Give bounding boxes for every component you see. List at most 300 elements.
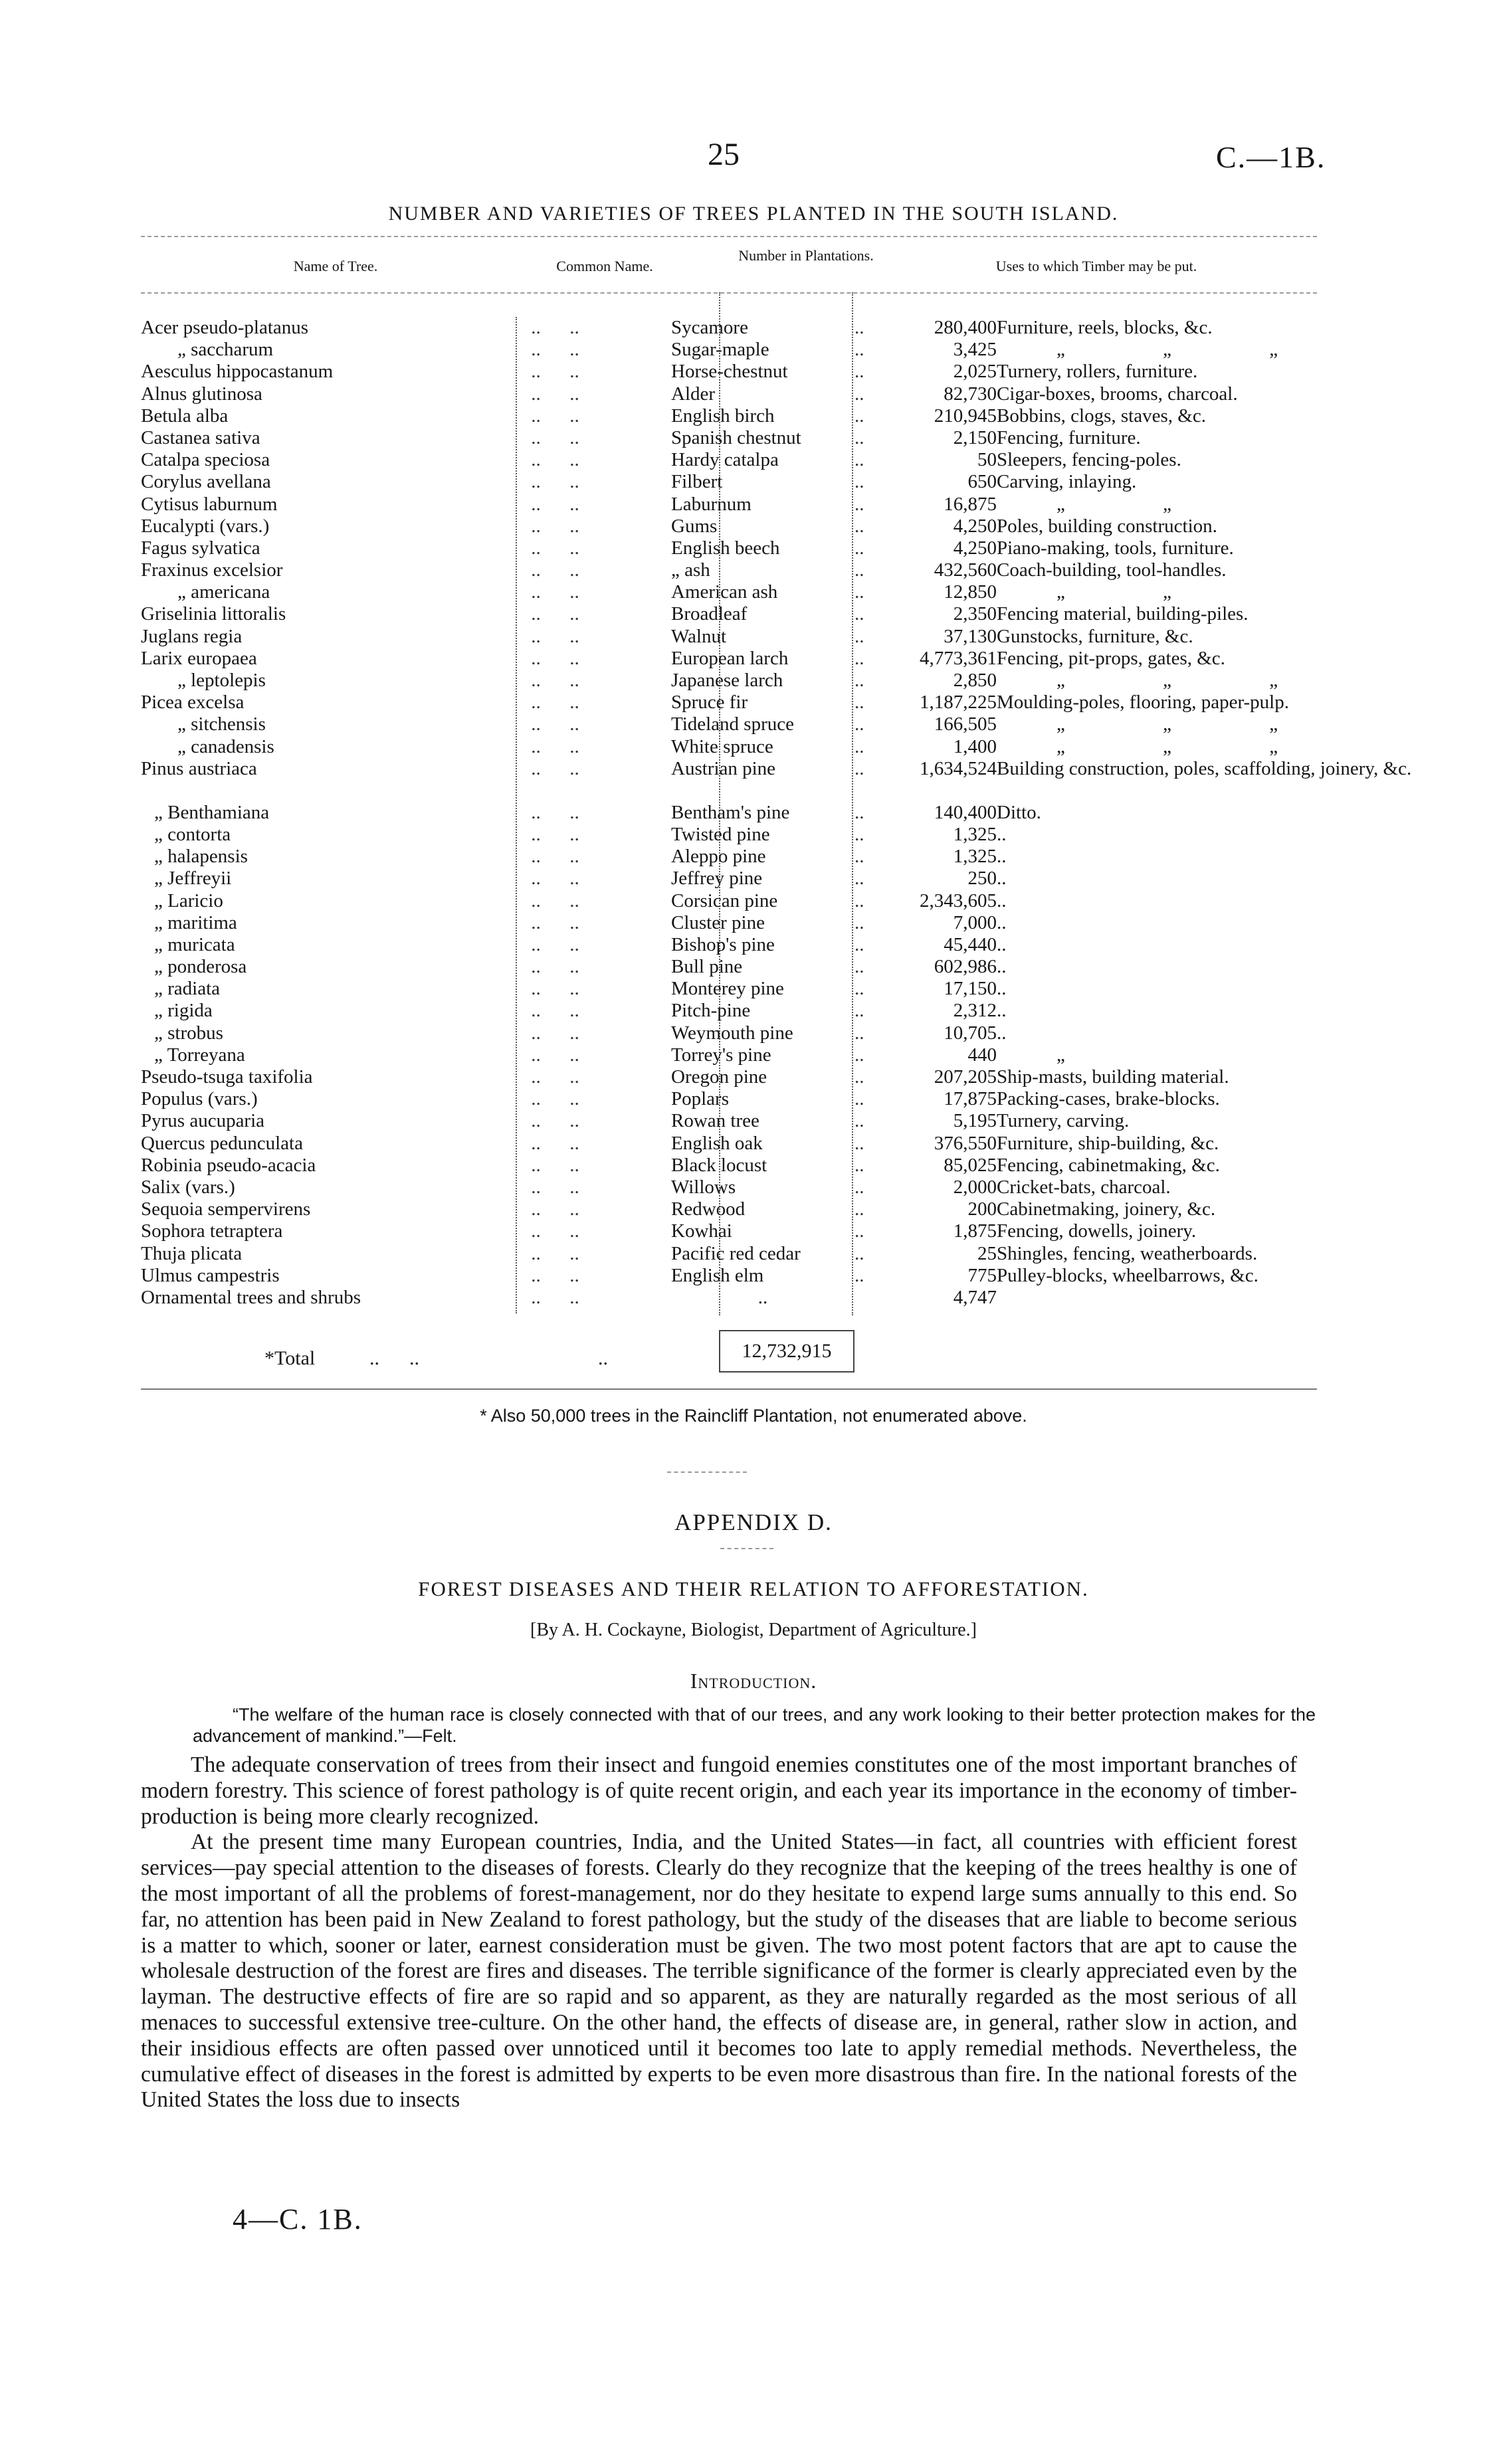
plantation-count: 280,400	[934, 317, 997, 338]
tree-name: „ Laricio	[154, 890, 223, 911]
timber-uses: Packing-cases, brake-blocks.	[997, 1088, 1220, 1110]
plantation-count: 432,560	[934, 559, 997, 581]
tree-name: Sequoia sempervirens	[141, 1198, 311, 1220]
timber-uses: Fencing, dowells, joinery.	[997, 1220, 1197, 1242]
common-name: Cluster pine	[671, 911, 765, 933]
common-name: English oak	[671, 1132, 763, 1154]
plantation-count: 7,000	[953, 911, 997, 933]
plantation-count: 602,986	[934, 956, 997, 978]
table-row	[141, 361, 1443, 383]
leader-dots: ..	[854, 1110, 864, 1132]
leader-dots: ..	[854, 1088, 864, 1110]
leader-dots: ..	[854, 757, 864, 779]
timber-uses: Fencing, pit-props, gates, &c.	[997, 647, 1225, 669]
body-text	[141, 1753, 1297, 2113]
table-row	[141, 736, 1443, 758]
leader-dots: ..	[854, 515, 864, 537]
plantation-count: 4,773,361	[920, 647, 997, 669]
leader-dots: ..	[854, 1022, 864, 1044]
table-row	[141, 559, 1443, 581]
common-name: Corsican pine	[671, 890, 778, 911]
common-name: Bishop's pine	[671, 933, 775, 955]
leader-dots: ..	[854, 1044, 864, 1066]
leader-dots: ..	[854, 1154, 864, 1176]
timber-uses: „ „ „	[1056, 713, 1325, 735]
plantation-count: 2,850	[953, 670, 997, 691]
common-name: „ ash	[671, 559, 710, 581]
leader-dots: ..	[854, 868, 864, 890]
table-row	[141, 692, 1443, 713]
page-reference: C.—1B.	[1216, 140, 1326, 174]
paragraph: At the present time many European countries, India, and the United States—in fact, all countries with efficient forest services—pay special attention to the diseases of forests. Clearly do they recognize that the keeping of the trees healthy is one of the most important of all the problems of forest-management, nor do they hesitate to expend large sums annually to this end. So far, no attention has been paid in New Zealand to forest pathology, but the study of the diseases that are liable to become serious is a matter to which, sooner or later, earnest consideration must be given. The two most potent factors that are apt to cause the wholesale destruction of the forest are fires and diseases. The terrible significance of the former is clearly appreciated even by the layman. The destructive effects of fire are so rapid and so apparent, as they are naturally regarded as the most serious of all menaces to successful extensive tree-culture. On the other hand, the effects of disease are, in general, rather slow in action, and their insidious effects are often passed over unnoticed until it becomes too late to apply remedial methods. Nevertheless, the cumulative effect of diseases in the forest is admitted by experts to be even more disastrous than fire. In the national forests of the United States the loss due to insects	[141, 1830, 1297, 2113]
leader-dots: ..	[854, 426, 864, 448]
leader-dots: .. ..	[526, 1066, 579, 1088]
tree-name: Ulmus campestris	[141, 1264, 280, 1286]
heading-rule	[720, 1548, 773, 1549]
plantation-count: 1,187,225	[920, 692, 997, 713]
common-name: English elm	[671, 1264, 764, 1286]
leader-dots: ..	[854, 1066, 864, 1088]
timber-uses: Turnery, rollers, furniture.	[997, 361, 1198, 383]
leader-dots: .. ..	[526, 426, 579, 448]
common-name: Jeffrey pine	[671, 868, 763, 890]
table-row	[141, 890, 1443, 912]
common-name: Oregon pine	[671, 1066, 767, 1088]
leader-dots: .. ..	[526, 537, 579, 559]
table-row	[141, 1155, 1443, 1177]
timber-uses: ..	[997, 956, 1007, 978]
leader-dots: ..	[854, 1220, 864, 1242]
table-row	[141, 581, 1443, 603]
tree-name: „ Torreyana	[154, 1044, 245, 1066]
leader-dots: ..	[854, 1242, 864, 1264]
section-divider	[667, 1471, 747, 1473]
table-row	[141, 1022, 1443, 1044]
page-number: 25	[708, 137, 740, 172]
leader-dots: .. ..	[526, 823, 579, 845]
plantation-count: 17,150	[944, 978, 997, 1000]
leader-dots: ..	[854, 471, 864, 493]
leader-dots: ..	[854, 846, 864, 868]
table-bottom-rule	[141, 1388, 1317, 1390]
tree-name: Thuja plicata	[141, 1242, 243, 1264]
leader-dots: ..	[854, 625, 864, 647]
plantation-count: 440	[967, 1044, 997, 1066]
tree-name: Sophora tetraptera	[141, 1220, 283, 1242]
plantation-count: 2,350	[953, 603, 997, 625]
common-name: Pacific red cedar	[671, 1242, 801, 1264]
leader-dots: .. ..	[526, 317, 579, 338]
tree-name: „ leptolepis	[177, 670, 266, 691]
leader-dots: ..	[854, 1000, 864, 1022]
leader-dots: .. ..	[526, 581, 579, 603]
common-name: Sugar-maple	[671, 339, 769, 361]
leader-dots: ..	[854, 735, 864, 757]
leader-dots	[854, 1287, 877, 1309]
common-name: ..	[757, 1286, 768, 1308]
timber-uses: Bobbins, clogs, staves, &c.	[997, 405, 1206, 426]
timber-uses: ..	[997, 911, 1007, 933]
common-name: Rowan tree	[671, 1110, 759, 1132]
tree-name: Catalpa speciosa	[141, 449, 270, 471]
common-name: Hardy catalpa	[671, 449, 779, 471]
leader-dots: .. ..	[526, 493, 579, 515]
table-row	[141, 802, 1443, 824]
tree-name: Picea excelsa	[141, 692, 245, 713]
leader-dots: ..	[854, 405, 864, 426]
leader-dots: ..	[854, 823, 864, 845]
total-leader-dots: .. ..	[369, 1347, 419, 1369]
tree-name: Aesculus hippocastanum	[141, 361, 334, 383]
plantation-count: 1,400	[953, 735, 997, 757]
common-name: Filbert	[671, 471, 723, 493]
tree-name: „ muricata	[154, 933, 235, 955]
common-name: Japanese larch	[671, 670, 783, 691]
leader-dots: .. ..	[526, 868, 579, 890]
leader-dots: ..	[854, 692, 864, 713]
tree-name: „ Jeffreyii	[154, 868, 232, 890]
table-row	[141, 449, 1443, 471]
timber-uses: ..	[997, 868, 1007, 890]
leader-dots: ..	[854, 559, 864, 581]
tree-name: Pseudo-tsuga taxifolia	[141, 1066, 313, 1088]
leader-dots: .. ..	[526, 603, 579, 625]
table-row	[141, 713, 1443, 735]
plantation-count: 4,250	[953, 515, 997, 537]
timber-uses: ..	[997, 890, 1007, 911]
leader-dots: .. ..	[526, 1044, 579, 1066]
tree-name: Pinus austriaca	[141, 757, 257, 779]
tree-name: Fagus sylvatica	[141, 537, 260, 559]
common-name: Torrey's pine	[671, 1044, 771, 1066]
plantation-count: 25	[977, 1242, 997, 1264]
common-name: Twisted pine	[671, 823, 770, 845]
common-name: Tideland spruce	[671, 713, 794, 735]
leader-dots: ..	[854, 361, 864, 383]
leader-dots: ..	[854, 1198, 864, 1220]
leader-dots: .. ..	[526, 933, 579, 955]
tree-name: „ halapensis	[154, 846, 248, 868]
leader-dots: ..	[854, 1176, 864, 1198]
plantation-count: 775	[967, 1264, 997, 1286]
table-row	[141, 1044, 1443, 1066]
total-leader-dots: ..	[598, 1347, 608, 1369]
table-row	[141, 956, 1443, 978]
tree-name: „ Benthamiana	[154, 801, 270, 823]
plantation-count: 200	[967, 1198, 997, 1220]
table-row	[141, 978, 1443, 1000]
table-row	[141, 383, 1443, 405]
tree-name: „ americana	[177, 581, 270, 603]
leader-dots: .. ..	[526, 846, 579, 868]
table-row	[141, 912, 1443, 934]
leader-dots: ..	[854, 647, 864, 669]
plantation-count: 1,634,524	[920, 757, 997, 779]
tree-name: Acer pseudo-platanus	[141, 317, 309, 338]
timber-uses: Cricket-bats, charcoal.	[997, 1176, 1171, 1198]
tree-name: „ rigida	[154, 1000, 213, 1022]
timber-uses: Gunstocks, furniture, &c.	[997, 625, 1193, 647]
paragraph: The adequate conservation of trees from their insect and fungoid enemies constitutes one of the most important branches of modern forestry. This science of forest pathology is of quite recent origin, and each year its importance in the economy of timber-production is being more clearly recognized.	[141, 1753, 1297, 1829]
leader-dots: .. ..	[526, 1000, 579, 1022]
table-row	[141, 1265, 1443, 1287]
table-row	[141, 1220, 1443, 1242]
section-heading: Introduction.	[690, 1669, 817, 1693]
leader-dots: ..	[854, 581, 864, 603]
tree-name: Populus (vars.)	[141, 1088, 258, 1110]
plantation-count: 210,945	[934, 405, 997, 426]
table-row	[141, 846, 1443, 868]
leader-dots: .. ..	[526, 911, 579, 933]
col-header-number: Number in Plantations.	[738, 247, 874, 264]
leader-dots: .. ..	[526, 471, 579, 493]
table-row	[141, 626, 1443, 648]
plantation-count: 2,025	[953, 361, 997, 383]
leader-dots: ..	[854, 603, 864, 625]
tree-name: Fraxinus excelsior	[141, 559, 283, 581]
timber-uses: „ „	[1056, 581, 1218, 603]
appendix-title: FOREST DISEASES AND THEIR RELATION TO AFFORESTATION.	[418, 1577, 1089, 1600]
common-name: White spruce	[671, 735, 773, 757]
table-row	[141, 405, 1443, 427]
leader-dots: .. ..	[526, 625, 579, 647]
leader-dots: ..	[854, 890, 864, 911]
plantation-count: 2,343,605	[920, 890, 997, 911]
common-name: American ash	[671, 581, 778, 603]
leader-dots: .. ..	[526, 405, 579, 426]
signature-mark: 4—C. 1B.	[233, 2203, 363, 2235]
plantation-count: 207,205	[934, 1066, 997, 1088]
plantation-count: 2,000	[953, 1176, 997, 1198]
leader-dots: .. ..	[526, 1286, 579, 1308]
timber-uses: „ „ „	[1056, 339, 1325, 361]
timber-uses: ..	[997, 933, 1007, 955]
common-name: Pitch-pine	[671, 1000, 751, 1022]
leader-dots: .. ..	[526, 1110, 579, 1132]
timber-uses: Fencing, furniture.	[997, 426, 1141, 448]
tree-name: „ sitchensis	[177, 713, 266, 735]
leader-dots: .. ..	[526, 1242, 579, 1264]
tree-name: Ornamental trees and shrubs	[141, 1286, 361, 1308]
table-row	[141, 471, 1443, 493]
table-row	[141, 516, 1443, 537]
col-header-name: Name of Tree.	[293, 258, 378, 274]
tree-name: „ ponderosa	[154, 956, 247, 978]
timber-uses: Sleepers, fencing-poles.	[997, 449, 1181, 471]
tree-name: Juglans regia	[141, 625, 243, 647]
leader-dots: .. ..	[526, 1220, 579, 1242]
timber-uses: ..	[997, 823, 1007, 845]
tree-name: „ saccharum	[177, 339, 274, 361]
timber-uses: „ „ „	[1056, 735, 1325, 757]
leader-dots: .. ..	[526, 515, 579, 537]
timber-uses: Furniture, ship-building, &c.	[997, 1132, 1219, 1154]
common-name: Gums	[671, 515, 718, 537]
plantation-count: 12,850	[944, 581, 997, 603]
leader-dots: .. ..	[526, 956, 579, 978]
common-name: Bentham's pine	[671, 801, 790, 823]
leader-dots: .. ..	[526, 1088, 579, 1110]
timber-uses: Carving, inlaying.	[997, 471, 1137, 493]
table-row	[141, 494, 1443, 516]
leader-dots: .. ..	[526, 735, 579, 757]
common-name: Kowhai	[671, 1220, 732, 1242]
timber-uses: Moulding-poles, flooring, paper-pulp.	[997, 692, 1289, 713]
table-row	[141, 868, 1443, 890]
tree-name: Cytisus laburnum	[141, 493, 278, 515]
appendix-heading: APPENDIX D.	[674, 1509, 833, 1535]
common-name: English birch	[671, 405, 775, 426]
leader-dots: .. ..	[526, 1132, 579, 1154]
leader-dots: ..	[854, 317, 864, 338]
leader-dots: ..	[854, 978, 864, 1000]
common-name: Weymouth pine	[671, 1022, 793, 1044]
table-row	[141, 1177, 1443, 1198]
common-name: Broadleaf	[671, 603, 748, 625]
timber-uses: „ „	[1056, 493, 1218, 515]
leader-dots: .. ..	[526, 713, 579, 735]
leader-dots: ..	[854, 801, 864, 823]
common-name: Horse-chestnut	[671, 361, 788, 383]
table-row	[141, 1287, 1443, 1309]
total-label: *Total	[264, 1347, 316, 1369]
leader-dots: ..	[854, 1264, 864, 1286]
timber-uses: Coach-building, tool-handles.	[997, 559, 1227, 581]
timber-uses: „	[1056, 1044, 1112, 1066]
timber-uses: ..	[997, 846, 1007, 868]
tree-name: „ strobus	[154, 1022, 223, 1044]
common-name: Willows	[671, 1176, 736, 1198]
leader-dots: ..	[854, 449, 864, 471]
common-name: Redwood	[671, 1198, 746, 1220]
leader-dots: ..	[854, 933, 864, 955]
table-title: NUMBER AND VARIETIES OF TREES PLANTED IN THE SOUTH ISLAND.	[388, 203, 1119, 225]
table-row	[141, 603, 1443, 625]
timber-uses: ..	[997, 1022, 1007, 1044]
leader-dots: .. ..	[526, 339, 579, 361]
plantation-count: 2,312	[953, 1000, 997, 1022]
timber-uses: Cabinetmaking, joinery, &c.	[997, 1198, 1216, 1220]
common-name: Monterey pine	[671, 978, 784, 1000]
table-row	[141, 339, 1443, 361]
plantation-count: 650	[967, 471, 997, 493]
leader-dots: .. ..	[526, 692, 579, 713]
leader-dots: .. ..	[526, 449, 579, 471]
tree-name: „ canadensis	[177, 735, 274, 757]
common-name: Laburnum	[671, 493, 752, 515]
timber-uses: Piano-making, tools, furniture.	[997, 537, 1234, 559]
header-divider	[141, 236, 1317, 237]
leader-dots: ..	[854, 956, 864, 978]
plantation-count: 16,875	[944, 493, 997, 515]
timber-uses: Building construction, poles, scaffolding, joinery, &c.	[997, 757, 1412, 779]
tree-name: Alnus glutinosa	[141, 383, 262, 405]
table-row	[141, 758, 1443, 802]
leader-dots: ..	[854, 670, 864, 691]
common-name: Black locust	[671, 1154, 767, 1176]
table-row	[141, 317, 1443, 339]
leader-dots: .. ..	[526, 890, 579, 911]
leader-dots: .. ..	[526, 978, 579, 1000]
table-row	[141, 1066, 1443, 1088]
plantation-count: 4,747	[953, 1286, 997, 1308]
leader-dots: ..	[854, 1132, 864, 1154]
timber-uses: Ditto.	[997, 801, 1041, 823]
timber-uses: Poles, building construction.	[997, 515, 1217, 537]
common-name: Spanish chestnut	[671, 426, 801, 448]
tree-name: Larix europaea	[141, 647, 257, 669]
timber-uses: Shingles, fencing, weatherboards.	[997, 1242, 1258, 1264]
plantation-count: 50	[977, 449, 997, 471]
col-header-common: Common Name.	[556, 258, 653, 274]
common-name: Walnut	[671, 625, 727, 647]
common-name: Aleppo pine	[671, 846, 766, 868]
plantation-count: 250	[967, 868, 997, 890]
leader-dots: .. ..	[526, 383, 579, 405]
tree-name: Robinia pseudo-acacia	[141, 1154, 316, 1176]
plantation-count: 376,550	[934, 1132, 997, 1154]
timber-uses: Ship-masts, building material.	[997, 1066, 1229, 1088]
epigraph-quote: “The welfare of the human race is closely connected with that of our trees, and any work looking to their better protection makes for the advancement of mankind.”—Felt.	[193, 1705, 1316, 1746]
plantation-count: 37,130	[944, 625, 997, 647]
leader-dots: .. ..	[526, 1154, 579, 1176]
plantation-count: 85,025	[944, 1154, 997, 1176]
leader-dots: .. ..	[526, 361, 579, 383]
leader-dots: .. ..	[526, 801, 579, 823]
tree-name: Betula alba	[141, 405, 229, 426]
byline: [By A. H. Cockayne, Biologist, Department of Agriculture.]	[530, 1620, 977, 1640]
plantation-count: 1,325	[953, 823, 997, 845]
plantation-count: 5,195	[953, 1110, 997, 1132]
tree-name: Corylus avellana	[141, 471, 271, 493]
timber-uses: „ „ „	[1056, 670, 1325, 691]
leader-dots: .. ..	[526, 1022, 579, 1044]
table-row	[141, 670, 1443, 692]
leader-dots: .. ..	[526, 1198, 579, 1220]
table-footnote: * Also 50,000 trees in the Raincliff Plantation, not enumerated above.	[480, 1406, 1027, 1426]
total-value: 12,732,915	[719, 1330, 854, 1373]
table-row	[141, 1088, 1443, 1110]
tree-name: „ maritima	[154, 911, 237, 933]
plantation-count: 82,730	[944, 383, 997, 405]
plantation-count: 45,440	[944, 933, 997, 955]
timber-uses: ..	[997, 1000, 1007, 1022]
table-row	[141, 1110, 1443, 1132]
tree-name: Griselinia littoralis	[141, 603, 286, 625]
plantation-count: 140,400	[934, 801, 997, 823]
common-name: Spruce fir	[671, 692, 748, 713]
plantation-count: 166,505	[934, 713, 997, 735]
timber-uses: Fencing material, building-piles.	[997, 603, 1249, 625]
leader-dots: .. ..	[526, 757, 579, 779]
tree-name: Eucalypti (vars.)	[141, 515, 270, 537]
tree-name: Quercus pedunculata	[141, 1132, 303, 1154]
table-row	[141, 537, 1443, 559]
table-row	[141, 427, 1443, 449]
plantation-count: 17,875	[944, 1088, 997, 1110]
plantation-count: 1,875	[953, 1220, 997, 1242]
table-row	[141, 1133, 1443, 1155]
timber-uses: Cigar-boxes, brooms, charcoal.	[997, 383, 1238, 405]
tree-name: „ contorta	[154, 823, 231, 845]
timber-uses: Turnery, carving.	[997, 1110, 1130, 1132]
plantation-count: 4,250	[953, 537, 997, 559]
col-header-uses: Uses to which Timber may be put.	[995, 258, 1197, 274]
table-row	[141, 1000, 1443, 1022]
common-name: Austrian pine	[671, 757, 776, 779]
leader-dots: ..	[854, 339, 864, 361]
leader-dots: .. ..	[526, 1264, 579, 1286]
